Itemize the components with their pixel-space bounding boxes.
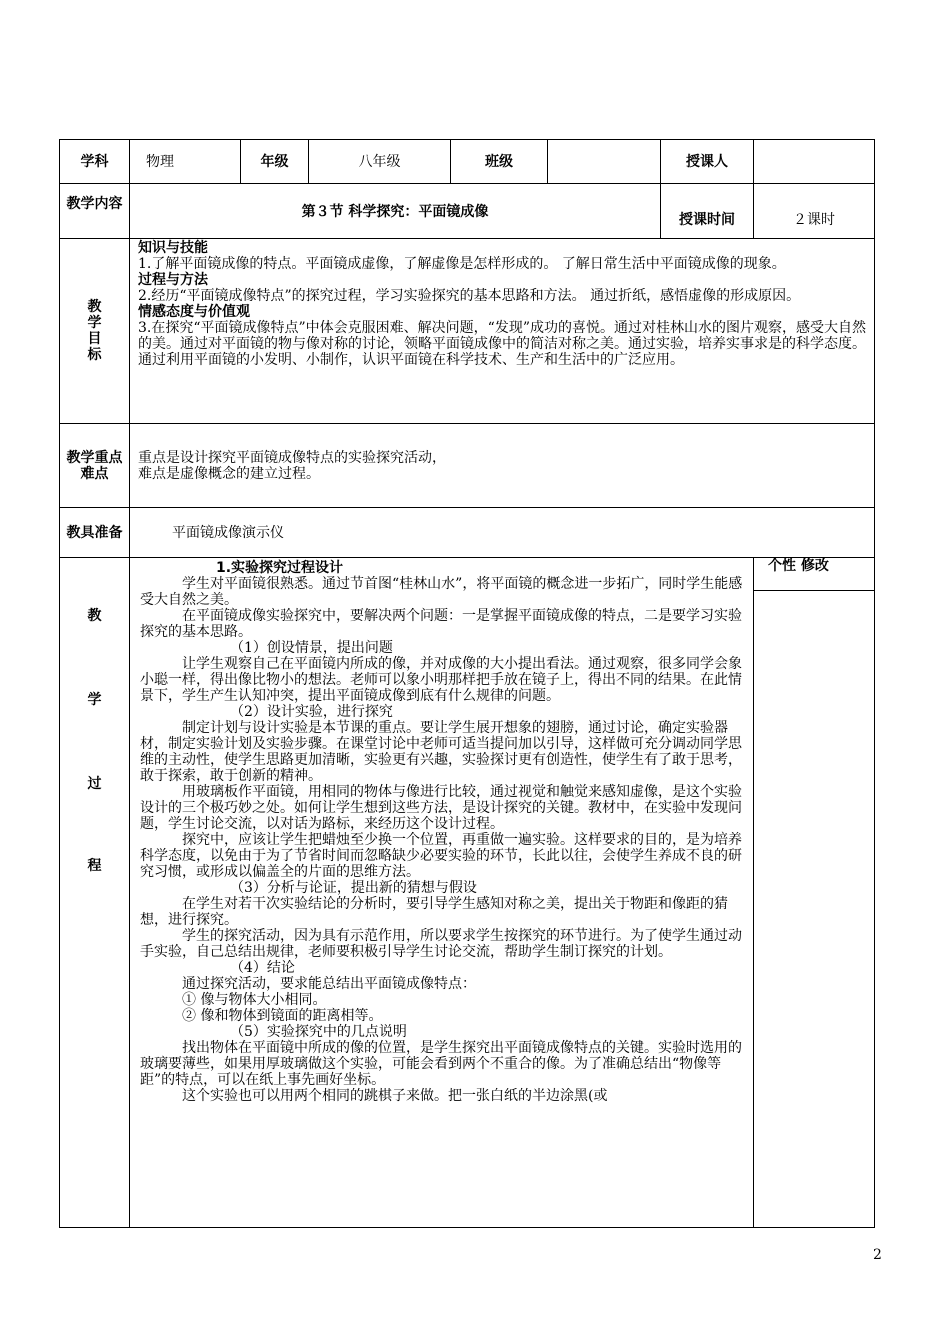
- grade-value: 八年级: [309, 140, 451, 184]
- teacher-value: [754, 140, 875, 184]
- process-paragraph: 找出物体在平面镜中所成的像的位置，是学生探究出平面镜成像特点的关键。实验时选用的玻璃要薄些，如果用厚玻璃做这个实验，可能会看到两个不重合的像。为了准确总结出“物像等距”的特点，可以在纸上事先画好坐标。: [140, 1040, 742, 1088]
- objectives-label-char: 标: [87, 347, 102, 363]
- objectives-label-char: 教: [87, 299, 102, 315]
- time-value: ２课时: [754, 184, 875, 239]
- class-label: 班级: [451, 140, 548, 184]
- process-paragraph: 通过探究活动，要求能总结出平面镜成像特点：: [182, 976, 476, 992]
- process-paragraphs: [140, 576, 747, 1104]
- keypoints-label: 教学重点难点: [60, 424, 130, 508]
- subject-value: 物理: [130, 140, 241, 184]
- keypoints-content: [130, 424, 875, 508]
- objectives-text-knowledge: 1.了解平面镜成像的特点。平面镜成虚像，了解虚像是怎样形成的。 了解日常生活中平面镜成像的现象。: [138, 256, 786, 272]
- time-label: 授课时间: [661, 184, 754, 239]
- process-paragraph: 用玻璃板作平面镜，用相同的物体与像进行比较，通过视觉和触觉来感知虚像，是这个实验设计的三个极巧妙之处。如何让学生想到这些方法，是设计探究的关键。教材中，在实验中发现问题，学生讨论交流，以对话为路标，来经历这个设计过程。: [140, 784, 742, 832]
- keypoints-line-1: 重点是设计探究平面镜成像特点的实验探究活动，: [138, 450, 446, 466]
- process-label-char: 过: [87, 776, 102, 792]
- process-paragraph: 制定计划与设计实验是本节课的重点。要让学生展开想象的翅膀，通过讨论，确定实验器材，制定实验计划及实验步骤。在课堂讨论中老师可适当提问加以引导，这样做可充分调动同学思维的主动性，使学生思路更加清晰，实验更有兴趣，实验探讨更有创造性，使学生有了敢于思考，敢于探索，敢于创新的精神。: [140, 720, 742, 784]
- objectives-content: [130, 239, 875, 424]
- process-paragraph: ② 像和物体到镜面的距离相等。: [182, 1008, 383, 1024]
- objectives-label-char: 目: [87, 331, 102, 347]
- subject-label: 学科: [60, 140, 130, 184]
- objectives-text-process: 2.经历“平面镜成像特点”的探究过程，学习实验探究的基本思路和方法。 通过折纸，感悟虚像的形成原因。: [138, 288, 801, 304]
- process-paragraph: 让学生观察自己在平面镜内所成的像，并对成像的大小提出看法。通过观察，很多同学会象小聪一样，得出像比物小的想法。老师可以象小明那样把手放在镜子上，得出不同的结果。在此情景下，学生产生认知冲突，提出平面镜成像到底有什么规律的问题。: [140, 656, 742, 704]
- objectives-label-char: 学: [87, 315, 102, 331]
- objectives-heading-knowledge: 知识与技能: [138, 240, 208, 256]
- keypoints-row: [60, 424, 875, 508]
- process-heading: 1.实验探究过程设计: [216, 560, 344, 576]
- process-row: [60, 558, 875, 1228]
- objectives-label: [60, 239, 130, 424]
- process-content: [130, 558, 754, 1228]
- process-label-char: 程: [87, 858, 102, 874]
- process-label-char: 学: [87, 692, 102, 708]
- keypoints-line-2: 难点是虚像概念的建立过程。: [138, 466, 320, 482]
- process-subheading: （5）实验探究中的几点说明: [230, 1024, 407, 1040]
- process-paragraph: 学生对平面镜很熟悉。通过节首图“桂林山水”，将平面镜的概念进一步拓广，同时学生能感受大自然之美。: [140, 576, 743, 608]
- process-paragraph: ① 像与物体大小相同。: [182, 992, 327, 1008]
- objectives-row: [60, 239, 875, 424]
- objectives-heading-process: 过程与方法: [138, 272, 208, 288]
- lesson-plan-table: [59, 139, 875, 1228]
- process-paragraph: 学生的探究活动，因为具有示范作用，所以要求学生按探究的环节进行。为了使学生通过动手实验，自己总结出规律，老师要积极引导学生讨论交流，帮助学生制订探究的计划。: [140, 928, 742, 960]
- page-number: 2: [873, 1247, 882, 1263]
- objectives-heading-values: 情感态度与价值观: [138, 304, 250, 320]
- class-value: [548, 140, 661, 184]
- process-paragraph: 在学生对若干次实验结论的分析时，要引导学生感知对称之美，提出关于物距和像距的猜想，进行探究。: [140, 896, 728, 928]
- process-subheading: （1）创设情景，提出问题: [230, 640, 393, 656]
- process-paragraph: 这个实验也可以用两个相同的跳棋子来做。把一张白纸的半边涂黑(或: [182, 1088, 608, 1104]
- process-subheading: （3）分析与论证，提出新的猜想与假设: [230, 880, 477, 896]
- process-subheading: （2）设计实验，进行探究: [230, 704, 393, 720]
- content-title: 第３节 科学探究：平面镜成像: [130, 184, 661, 239]
- process-subheading: （4）结论: [230, 960, 295, 976]
- content-row: [60, 184, 875, 239]
- equipment-label: 教具准备: [60, 508, 130, 558]
- process-label-char: 教: [87, 608, 102, 624]
- equipment-value: 平面镜成像演示仪: [130, 508, 875, 558]
- process-paragraph: 在平面镜成像实验探究中，要解决两个问题：一是掌握平面镜成像的特点，二是要学习实验探究的基本思路。: [140, 608, 742, 640]
- process-side-column: [754, 558, 875, 1228]
- teacher-label: 授课人: [661, 140, 754, 184]
- grade-label: 年级: [241, 140, 309, 184]
- side-header: 个性 修改: [754, 558, 874, 591]
- process-label: [60, 558, 130, 1228]
- header-row: [60, 140, 875, 184]
- objectives-text-values: 3.在探究“平面镜成像特点”中体会克服困难、解决问题，“发现”成功的喜悦。通过对桂林山水的图片观察，感受大自然的美。通过对平面镜的物与像对称的讨论，领略平面镜成像中的简洁对称之美。通过实验，培养实事求是的科学态度。 通过利用平面镜的小发明、小制作，认识平面镜在科学技术、生产和生活中的广泛应用。: [138, 320, 866, 368]
- process-paragraph: 探究中，应该让学生把蜡烛至少换一个位置，再重做一遍实验。这样要求的目的，是为培养科学态度，以免由于为了节省时间而忽略缺少必要实验的环节，长此以往，会使学生养成不良的研究习惯，或形成以偏盖全的片面的思维方法。: [140, 832, 742, 880]
- equipment-row: [60, 508, 875, 558]
- content-label: 教学内容: [60, 184, 130, 239]
